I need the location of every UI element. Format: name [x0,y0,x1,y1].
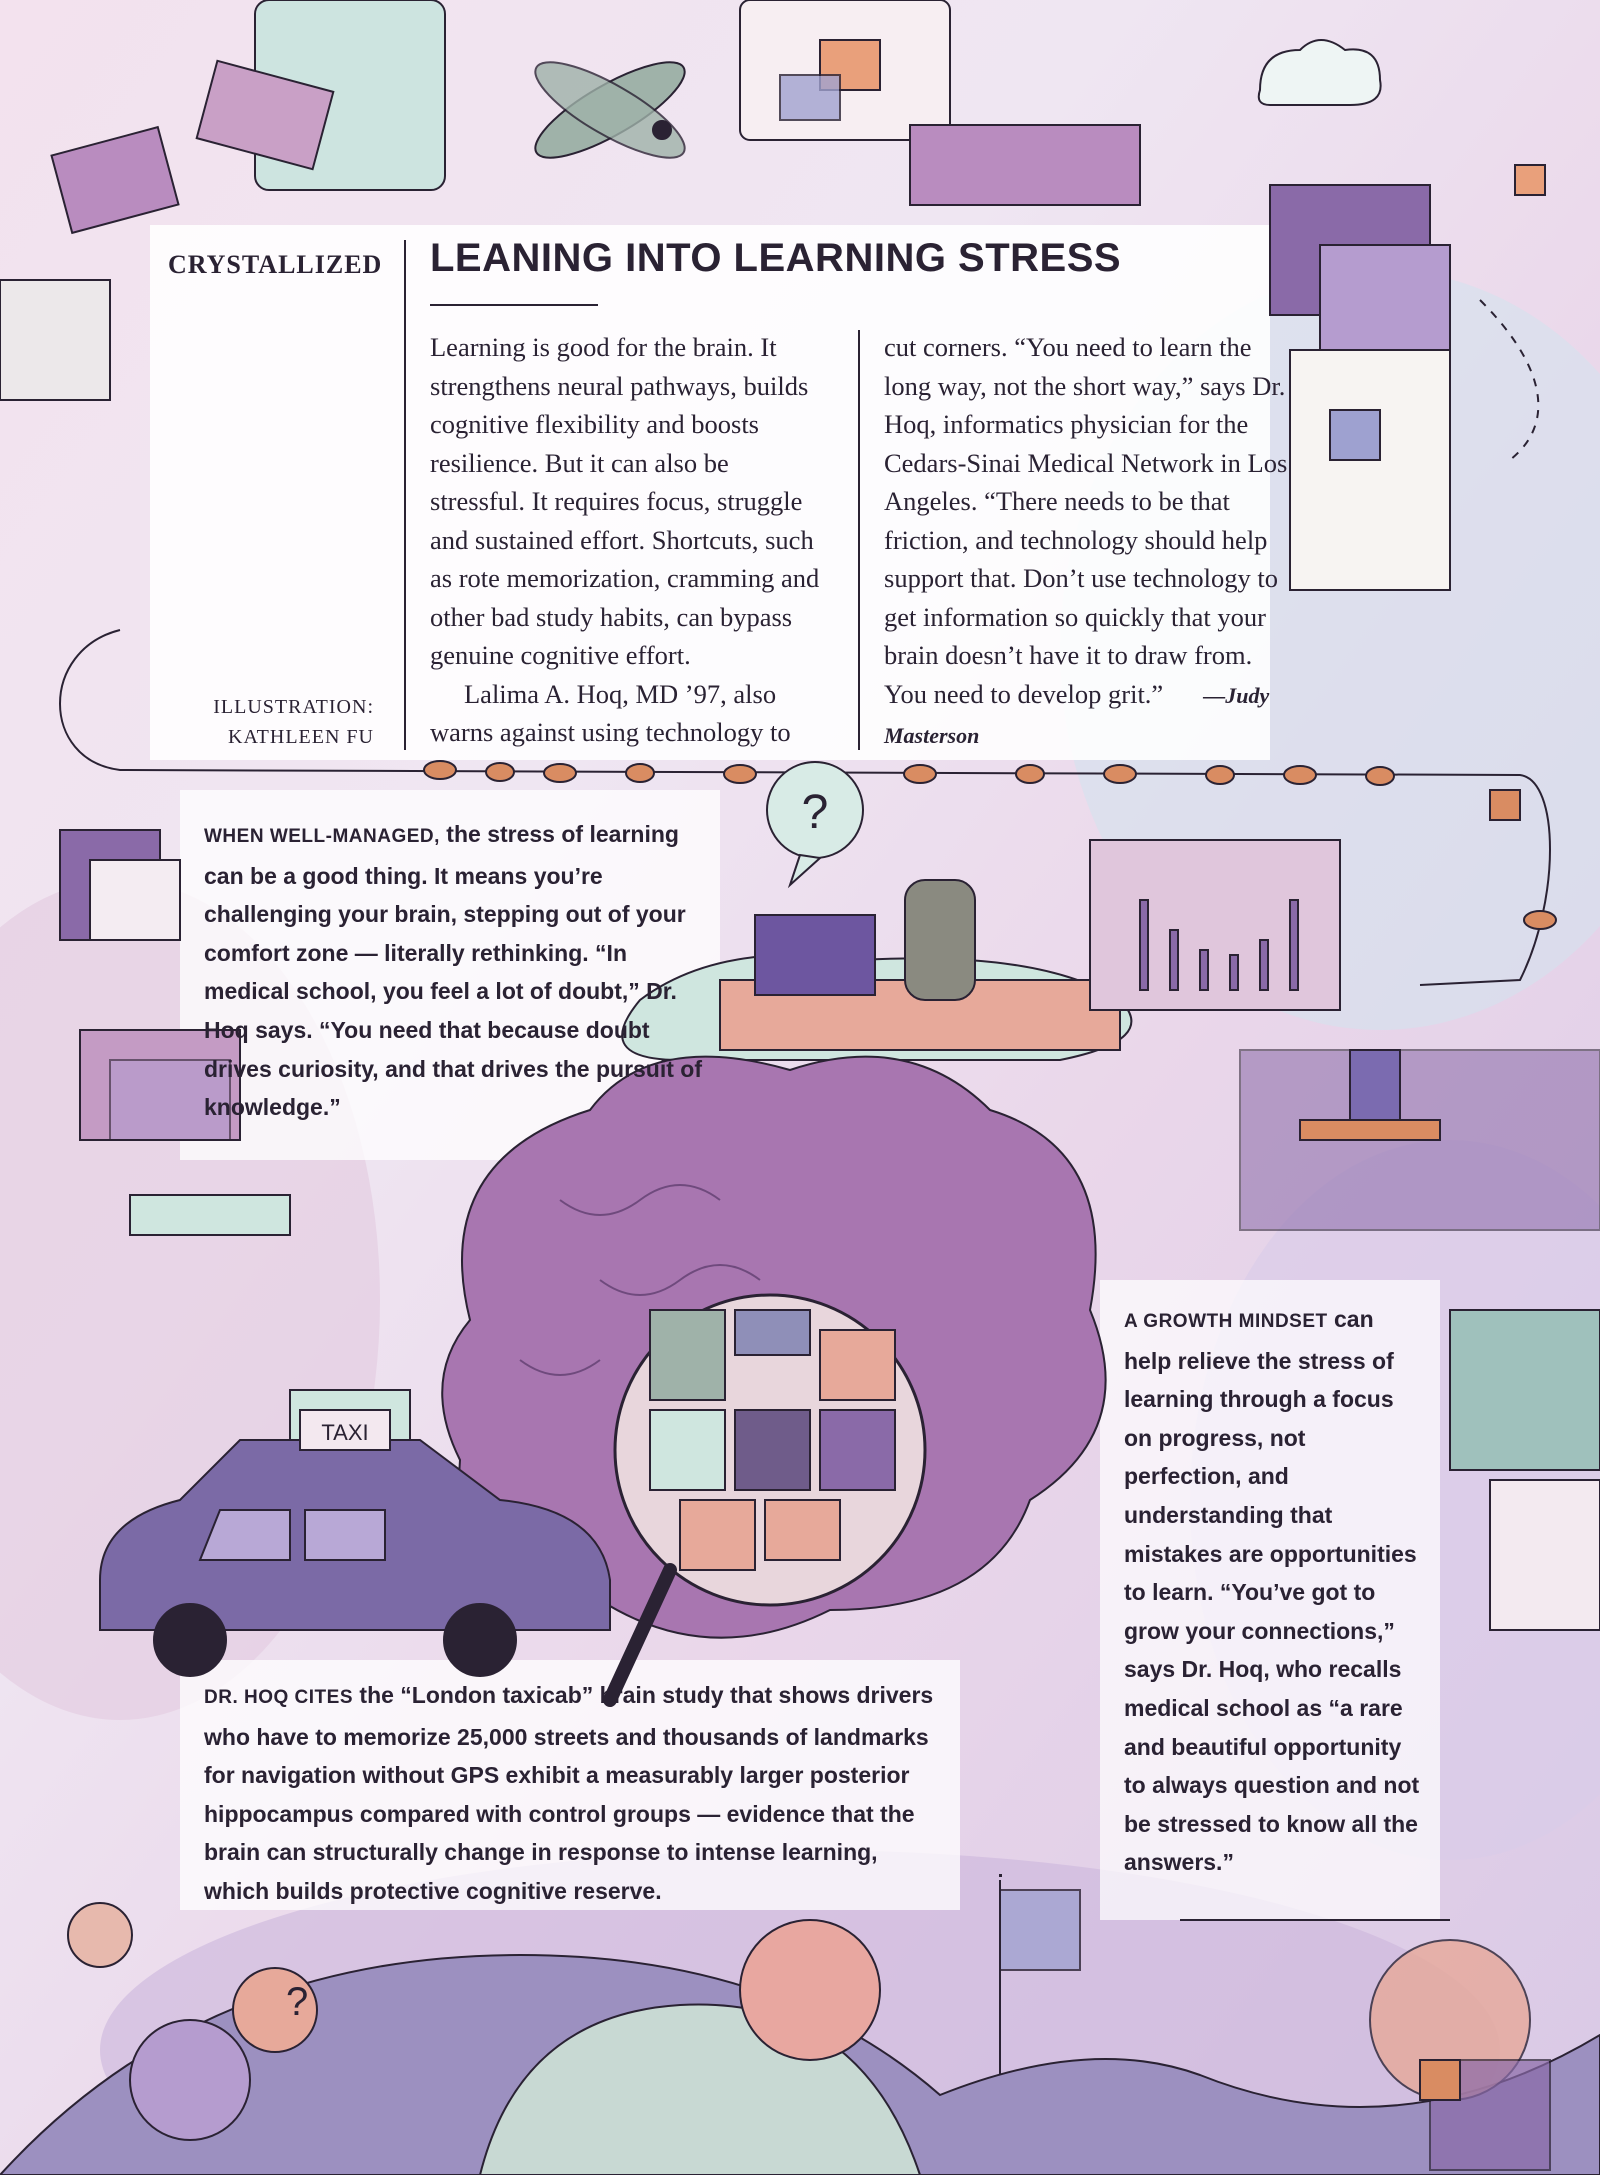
article-column-1 [430,328,830,752]
section-label: CRYSTALLIZED [168,250,383,279]
callout-text: can help relieve the stress of learning through a focus on progress, not perfection, and understanding that mistakes are opportunities to learn. “You’ve got to grow your connections,” says Dr. Hoq, who recalls medical school as “a rare and beautiful opportunity to always question and not be stressed to know all the answers.” [1124,1306,1420,1876]
article-title: LEANING INTO LEARNING STRESS [430,236,1122,280]
callout-taxicab [204,1676,939,1911]
callout-growth-mindset [1124,1300,1424,1882]
callout-text: the stress of learning can be a good thing. It means you’re challenging your brain, stepping out of your comfort zone — literally rethinking. “In medical school, you feel a lot of doubt,” Dr. Hoq says. “You need that because doubt drives curiosity, and that drives the pursuit of knowledge.” [204,821,703,1121]
title-underline [430,304,598,306]
svg-text:?: ? [801,786,829,839]
article-column-2 [884,328,1292,756]
article-paragraph-1: Learning is good for the brain. It strengthens neural pathways, builds cognitive flexibility and boosts resilience. But it can also be stressful. It requires focus, struggle and sustained effort. Shortcuts, such as rote memorization, cramming and other bad study habits, can bypass genuine cognitive effort. [430,332,820,670]
callout-lead: A GROWTH MINDSET [1124,1311,1328,1332]
vertical-divider [404,240,406,750]
svg-text:TAXI: TAXI [321,1420,369,1445]
illustration-credit [190,692,374,752]
byline: —Judy Masterson [884,682,1270,748]
callout-well-managed [204,815,709,1127]
column-divider [858,330,860,750]
credit-name: KATHLEEN FU [228,726,374,748]
credit-label: ILLUSTRATION: [213,696,374,718]
article-paragraph-3 [884,328,1292,756]
article-paragraph-3-text: cut corners. “You need to learn the long way, not the short way,” says Dr. Hoq, informatics physician for the Cedars-Sinai Medical Network in Los Angeles. “There needs to be that friction, and technology should help support that. Don’t use technology to get information so quickly that your brain doesn’t have it to draw from. You need to develop grit.” [884,332,1288,709]
article-paragraph-2: Lalima A. Hoq, MD ’97, also warns against using technology to [430,678,791,747]
callout-lead: WHEN WELL-MANAGED, [204,826,440,847]
callout-lead: DR. HOQ CITES [204,1687,354,1708]
question-mark-icon: ? [286,1980,309,2024]
callout-text: the “London taxicab” brain study that shows drivers who have to memorize 25,000 streets and thousands of landmarks for navigation without GPS exhibit a measurably larger posterior hippocampus compared with control groups — evidence that the brain can structurally change in response to intense learning, which builds protective cognitive reserve. [204,1682,934,1904]
